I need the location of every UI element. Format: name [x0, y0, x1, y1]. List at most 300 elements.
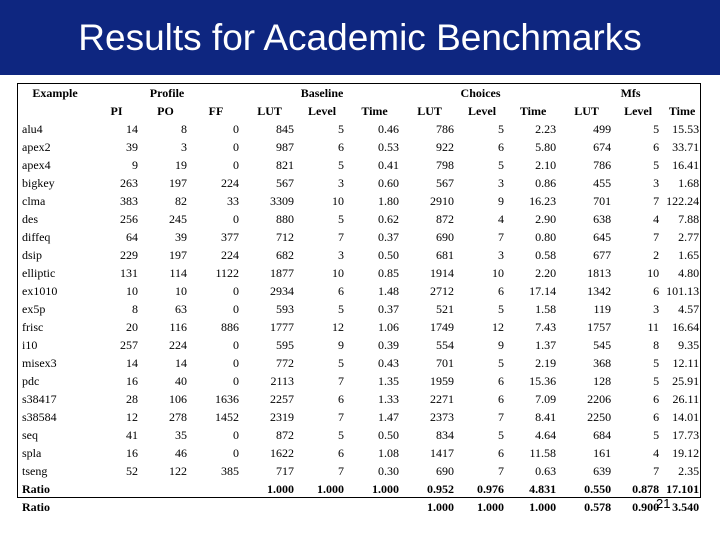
- ratio-cell: [347, 498, 402, 516]
- table-cell: 5: [498, 356, 505, 370]
- table-cell: 16.23: [529, 194, 557, 208]
- table-cell: 116: [169, 320, 187, 334]
- table-cell: 2.19: [535, 356, 557, 370]
- ratio-cell: 3.540: [672, 500, 700, 514]
- table-cell: 256: [120, 212, 138, 226]
- column-header: [18, 102, 92, 120]
- table-cell: 5: [338, 122, 345, 136]
- table-cell: 4: [653, 212, 660, 226]
- table-cell: 0.62: [378, 212, 400, 226]
- group-header-row: [18, 84, 702, 102]
- table-cell: 1959: [430, 374, 455, 388]
- table-cell: 1757: [587, 320, 612, 334]
- table-cell: 0.37: [378, 230, 400, 244]
- table-cell: 46: [175, 446, 187, 460]
- ratio-label: Ratio: [22, 500, 50, 514]
- table-cell: 385: [221, 464, 240, 478]
- table-cell: 5: [498, 122, 505, 136]
- table-cell: 8: [181, 122, 187, 136]
- ratio-cell: 0.900: [632, 500, 660, 514]
- table-cell: 229: [120, 248, 138, 262]
- table-cell: 9: [498, 194, 505, 208]
- table-row: [18, 408, 702, 426]
- table-cell: 4: [498, 212, 505, 226]
- table-cell: 845: [276, 122, 295, 136]
- table-row: [18, 192, 702, 210]
- table-cell: 8: [132, 302, 138, 316]
- ratio-cell: [92, 480, 141, 498]
- table-cell: 0.85: [378, 266, 400, 280]
- table-cell: 2319: [270, 410, 295, 424]
- benchmark-name: seq: [22, 428, 38, 442]
- table-cell: 1.65: [678, 248, 700, 262]
- benchmark-name: alu4: [22, 122, 43, 136]
- table-cell: 4.64: [535, 428, 557, 442]
- table-cell: 0.63: [535, 464, 557, 478]
- group-header: Mfs: [620, 86, 641, 100]
- table-row: [18, 372, 702, 390]
- table-cell: 2910: [430, 194, 455, 208]
- group-header: Choices: [460, 86, 501, 100]
- table-cell: 9: [338, 338, 345, 352]
- table-cell: 2.77: [678, 230, 700, 244]
- table-cell: 2.90: [535, 212, 557, 226]
- table-cell: 3: [338, 176, 345, 190]
- table-cell: 7: [498, 230, 505, 244]
- table-cell: 2113: [270, 374, 295, 388]
- table-cell: 0.50: [378, 428, 400, 442]
- table-cell: 987: [276, 140, 295, 154]
- table-cell: 3: [653, 302, 660, 316]
- table-cell: 880: [276, 212, 295, 226]
- ratio-cell: 0.578: [584, 500, 612, 514]
- table-cell: 122: [169, 464, 187, 478]
- table-cell: 19: [175, 158, 187, 172]
- table-cell: 5: [338, 302, 345, 316]
- table-cell: 6: [653, 392, 660, 406]
- column-header: PO: [157, 104, 174, 118]
- table-cell: 1.80: [378, 194, 400, 208]
- table-cell: 0.80: [535, 230, 557, 244]
- table-cell: 7: [338, 410, 345, 424]
- table-cell: 17.14: [529, 284, 557, 298]
- table-cell: 6: [498, 446, 505, 460]
- table-cell: 638: [593, 212, 612, 226]
- table-cell: 0.50: [378, 248, 400, 262]
- table-cell: 684: [593, 428, 612, 442]
- table-cell: 2: [653, 248, 660, 262]
- table-row: [18, 282, 702, 300]
- table-cell: 645: [593, 230, 612, 244]
- table-cell: 278: [169, 410, 187, 424]
- table-cell: 2.10: [535, 158, 557, 172]
- table-cell: 25.91: [672, 374, 700, 388]
- table-cell: 14: [126, 122, 138, 136]
- benchmark-name: ex1010: [22, 284, 58, 298]
- results-table-container: [17, 83, 701, 514]
- table-row: [18, 300, 702, 318]
- table-cell: 122.24: [666, 194, 700, 208]
- table-cell: 12: [126, 410, 138, 424]
- table-cell: 1.48: [378, 284, 400, 298]
- benchmark-name: diffeq: [22, 230, 51, 244]
- table-cell: 0: [233, 212, 240, 226]
- table-cell: 7: [498, 410, 505, 424]
- ratio-cell: [141, 480, 190, 498]
- table-cell: 377: [221, 230, 240, 244]
- table-cell: 0: [233, 446, 240, 460]
- ratio-cell: 1.000: [477, 500, 505, 514]
- table-cell: 28: [126, 392, 138, 406]
- table-cell: 821: [276, 158, 295, 172]
- table-cell: 712: [276, 230, 295, 244]
- table-cell: 1342: [587, 284, 612, 298]
- table-cell: 10: [647, 266, 660, 280]
- table-row: [18, 174, 702, 192]
- benchmark-name: spla: [22, 446, 42, 460]
- table-cell: 39: [126, 140, 138, 154]
- table-cell: 10: [492, 266, 505, 280]
- table-cell: 20: [126, 320, 138, 334]
- table-cell: 82: [175, 194, 187, 208]
- ratio-cell: 1.000: [529, 500, 557, 514]
- table-cell: 17.73: [672, 428, 700, 442]
- table-cell: 52: [126, 464, 138, 478]
- table-cell: 40: [175, 374, 187, 388]
- ratio-cell: 4.831: [529, 482, 557, 496]
- benchmark-name: bigkey: [22, 176, 55, 190]
- table-row: [18, 264, 702, 282]
- table-cell: 14: [175, 356, 187, 370]
- table-cell: 114: [169, 266, 187, 280]
- table-cell: 128: [593, 374, 612, 388]
- table-cell: 15.53: [672, 122, 700, 136]
- table-cell: 677: [593, 248, 612, 262]
- table-cell: 119: [593, 302, 612, 316]
- table-cell: 2250: [587, 410, 612, 424]
- table-cell: 6: [338, 140, 345, 154]
- benchmark-name: apex2: [22, 140, 51, 154]
- table-cell: 3: [653, 176, 660, 190]
- table-cell: 8: [653, 338, 660, 352]
- table-cell: 455: [593, 176, 612, 190]
- table-cell: 6: [498, 392, 505, 406]
- table-cell: 2.35: [678, 464, 700, 478]
- table-cell: 5: [653, 158, 660, 172]
- table-row: [18, 318, 702, 336]
- table-cell: 639: [593, 464, 612, 478]
- table-cell: 6: [498, 374, 505, 388]
- table-cell: 6: [653, 140, 660, 154]
- table-cell: 10: [175, 284, 187, 298]
- ratio-cell: [242, 498, 297, 516]
- benchmark-name: apex4: [22, 158, 51, 172]
- table-cell: 3: [181, 140, 187, 154]
- table-cell: 7: [653, 464, 660, 478]
- table-cell: 690: [436, 230, 455, 244]
- table-cell: 7.43: [535, 320, 557, 334]
- benchmark-name: ex5p: [22, 302, 46, 316]
- table-cell: 5: [653, 356, 660, 370]
- table-cell: 224: [221, 248, 240, 262]
- table-cell: 5.80: [535, 140, 557, 154]
- table-cell: 197: [169, 176, 187, 190]
- table-cell: 0: [233, 122, 240, 136]
- column-header: LUT: [574, 104, 599, 118]
- table-cell: 674: [593, 140, 612, 154]
- table-cell: 0.41: [378, 158, 400, 172]
- table-cell: 5: [338, 356, 345, 370]
- table-cell: 7.88: [678, 212, 700, 226]
- table-row: [18, 246, 702, 264]
- table-cell: 872: [276, 428, 295, 442]
- table-cell: 224: [221, 176, 240, 190]
- table-cell: 2934: [270, 284, 295, 298]
- table-cell: 5: [498, 158, 505, 172]
- table-cell: 16: [126, 374, 138, 388]
- column-header: Level: [468, 104, 497, 118]
- table-cell: 2206: [587, 392, 612, 406]
- table-cell: 11: [647, 320, 660, 334]
- benchmark-name: s38584: [22, 410, 57, 424]
- table-cell: 224: [169, 338, 187, 352]
- table-cell: 1813: [587, 266, 612, 280]
- table-cell: 161: [593, 446, 612, 460]
- ratio-cell: 0.952: [427, 482, 455, 496]
- table-cell: 1.68: [678, 176, 700, 190]
- table-cell: 5: [498, 428, 505, 442]
- table-cell: 7: [653, 194, 660, 208]
- table-cell: 5: [338, 158, 345, 172]
- table-cell: 2271: [430, 392, 455, 406]
- table-cell: 33: [227, 194, 240, 208]
- table-cell: 16.64: [672, 320, 700, 334]
- table-cell: 0: [233, 158, 240, 172]
- table-cell: 39: [175, 230, 187, 244]
- table-cell: 263: [120, 176, 138, 190]
- table-cell: 6: [338, 392, 345, 406]
- table-cell: 1.58: [535, 302, 557, 316]
- table-row: [18, 120, 702, 138]
- table-cell: 7: [498, 464, 505, 478]
- table-cell: 7: [338, 464, 345, 478]
- ratio-label: Ratio: [22, 482, 50, 496]
- table-cell: 7: [338, 374, 345, 388]
- table-cell: 5: [498, 302, 505, 316]
- table-cell: 701: [436, 356, 455, 370]
- table-cell: 1.37: [535, 338, 557, 352]
- benchmark-name: misex3: [22, 356, 57, 370]
- table-cell: 798: [436, 158, 455, 172]
- table-cell: 6: [338, 446, 345, 460]
- table-cell: 15.36: [529, 374, 557, 388]
- ratio-cell: 1.000: [267, 482, 295, 496]
- table-cell: 106: [169, 392, 187, 406]
- column-header: Level: [624, 104, 653, 118]
- ratio-cell: [190, 498, 242, 516]
- table-cell: 2373: [430, 410, 455, 424]
- ratio-cell: [92, 498, 141, 516]
- table-cell: 0: [233, 140, 240, 154]
- benchmark-name: pdc: [22, 374, 40, 388]
- table-cell: 545: [593, 338, 612, 352]
- table-cell: 681: [436, 248, 455, 262]
- table-cell: 7.09: [535, 392, 557, 406]
- ratio-cell: 17.101: [666, 482, 700, 496]
- table-cell: 6: [498, 140, 505, 154]
- table-cell: 3: [498, 248, 505, 262]
- table-cell: 197: [169, 248, 187, 262]
- table-row: [18, 426, 702, 444]
- table-cell: 7: [338, 230, 345, 244]
- ratio-cell: [190, 480, 242, 498]
- table-cell: 1877: [270, 266, 295, 280]
- table-cell: 9: [132, 158, 138, 172]
- table-cell: 8.41: [535, 410, 557, 424]
- table-cell: 10: [126, 284, 138, 298]
- group-header: Example: [32, 86, 78, 100]
- table-cell: 0.53: [378, 140, 400, 154]
- table-cell: 368: [593, 356, 612, 370]
- table-cell: 1.06: [378, 320, 400, 334]
- table-cell: 1.47: [378, 410, 400, 424]
- table-cell: 3309: [270, 194, 295, 208]
- ratio-cell: 1.000: [317, 482, 345, 496]
- table-cell: 1914: [430, 266, 455, 280]
- table-cell: 3: [338, 248, 345, 262]
- table-cell: 9.35: [678, 338, 700, 352]
- benchmark-name: dsip: [22, 248, 43, 262]
- ratio-cell: 1.000: [372, 482, 400, 496]
- table-cell: 19.12: [672, 446, 700, 460]
- table-cell: 64: [126, 230, 138, 244]
- table-cell: 872: [436, 212, 455, 226]
- table-cell: 6: [653, 410, 660, 424]
- ratio-cell: 0.550: [584, 482, 612, 496]
- benchmark-name: frisc: [22, 320, 44, 334]
- table-cell: 690: [436, 464, 455, 478]
- table-cell: 567: [436, 176, 455, 190]
- table-cell: 1452: [215, 410, 240, 424]
- table-row: [18, 156, 702, 174]
- table-cell: 0: [233, 428, 240, 442]
- table-cell: 6: [338, 284, 345, 298]
- table-cell: 0.37: [378, 302, 400, 316]
- table-cell: 10: [332, 266, 345, 280]
- table-cell: 12.11: [672, 356, 700, 370]
- table-cell: 1636: [215, 392, 240, 406]
- benchmark-name: des: [22, 212, 38, 226]
- table-cell: 6: [653, 284, 660, 298]
- table-row: [18, 210, 702, 228]
- ratio-cell: 1.000: [427, 500, 455, 514]
- ratio-cell: 0.878: [632, 482, 660, 496]
- page-number: 21: [656, 496, 671, 511]
- table-cell: 257: [120, 338, 138, 352]
- column-header: Level: [308, 104, 337, 118]
- column-header: Time: [361, 104, 388, 118]
- column-header: Time: [519, 104, 547, 118]
- table-cell: 5: [653, 122, 660, 136]
- table-cell: 786: [593, 158, 612, 172]
- table-cell: 0.46: [378, 122, 400, 136]
- table-cell: 772: [276, 356, 295, 370]
- benchmark-name: i10: [22, 338, 38, 352]
- table-cell: 0: [233, 338, 240, 352]
- table-cell: 63: [175, 302, 187, 316]
- column-header: LUT: [257, 104, 282, 118]
- column-header: FF: [208, 104, 224, 118]
- table-cell: 0: [233, 374, 240, 388]
- table-cell: 2712: [430, 284, 455, 298]
- table-cell: 0.58: [535, 248, 557, 262]
- table-row: [18, 336, 702, 354]
- table-cell: 0.43: [378, 356, 400, 370]
- table-cell: 12: [332, 320, 345, 334]
- table-cell: 35: [175, 428, 187, 442]
- ratio-cell: [297, 498, 347, 516]
- slide-title: Results for Academic Benchmarks: [78, 17, 642, 58]
- group-header: Profile: [149, 86, 185, 100]
- table-cell: 1622: [270, 446, 295, 460]
- table-cell: 41: [126, 428, 138, 442]
- table-cell: 11.58: [529, 446, 557, 460]
- table-cell: 1122: [215, 266, 240, 280]
- table-cell: 131: [120, 266, 138, 280]
- table-cell: 499: [593, 122, 612, 136]
- table-cell: 2.23: [535, 122, 557, 136]
- table-cell: 595: [276, 338, 295, 352]
- table-cell: 101.13: [666, 284, 700, 298]
- table-cell: 14.01: [672, 410, 700, 424]
- table-cell: 922: [436, 140, 455, 154]
- table-cell: 886: [221, 320, 240, 334]
- table-cell: 4.57: [678, 302, 700, 316]
- table-cell: 1749: [430, 320, 455, 334]
- table-cell: 3: [498, 176, 505, 190]
- table-cell: 10: [332, 194, 345, 208]
- table-row: [18, 138, 702, 156]
- table-cell: 26.11: [672, 392, 700, 406]
- results-table: [18, 84, 702, 516]
- table-cell: 0: [233, 356, 240, 370]
- table-cell: 834: [436, 428, 455, 442]
- table-cell: 5: [338, 428, 345, 442]
- table-row: [18, 444, 702, 462]
- table-row: [18, 354, 702, 372]
- table-cell: 1.08: [378, 446, 400, 460]
- table-cell: 2257: [270, 392, 295, 406]
- table-cell: 0: [233, 302, 240, 316]
- table-cell: 2.20: [535, 266, 557, 280]
- column-header: Time: [668, 104, 696, 118]
- benchmark-name: elliptic: [22, 266, 56, 280]
- ratio-row: [18, 498, 702, 516]
- table-cell: 4: [653, 446, 660, 460]
- table-cell: 16.41: [672, 158, 700, 172]
- table-cell: 0.60: [378, 176, 400, 190]
- table-cell: 0.39: [378, 338, 400, 352]
- table-cell: 383: [120, 194, 138, 208]
- table-cell: 33.71: [672, 140, 700, 154]
- table-cell: 786: [436, 122, 455, 136]
- table-cell: 0: [233, 284, 240, 298]
- table-cell: 12: [492, 320, 505, 334]
- sub-header-row: [18, 102, 702, 120]
- table-cell: 717: [276, 464, 295, 478]
- table-cell: 4.80: [678, 266, 700, 280]
- table-cell: 16: [126, 446, 138, 460]
